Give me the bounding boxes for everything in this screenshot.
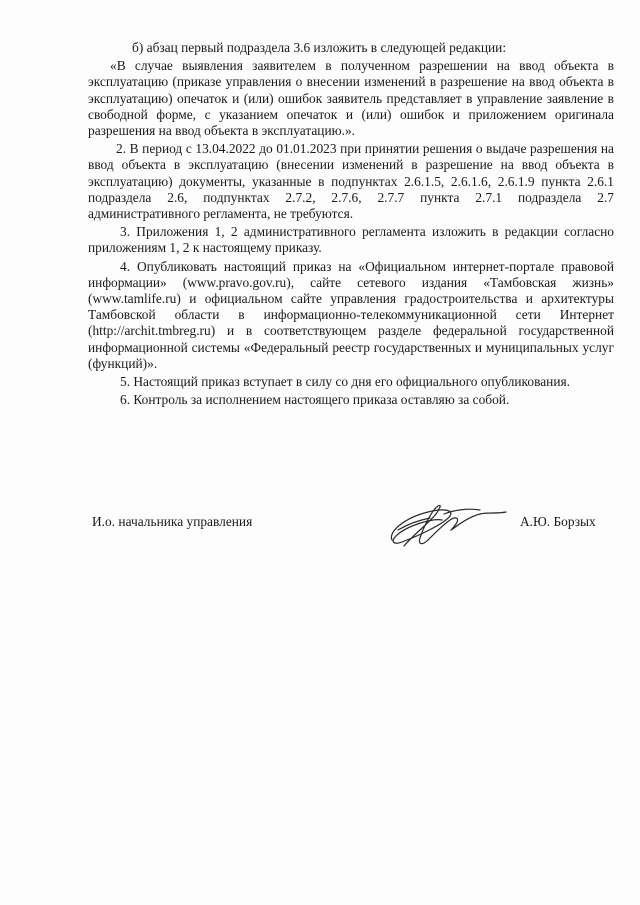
- paragraph-item-6: 6. Контроль за исполнением настоящего приказа оставляю за собой.: [120, 392, 510, 408]
- paragraph-item-3: 3. Приложения 1, 2 административного регламента изложить в редакции согласно приложениям 1, 2 к настоящему приказу.: [88, 224, 614, 256]
- signatory-name: А.Ю. Борзых: [520, 514, 596, 529]
- handwritten-signature: [384, 496, 514, 556]
- paragraph-quoted-text: «В случае выявления заявителем в полученном разрешении на ввод объекта в эксплуатацию (приказе управления о внесении изменений в разрешение на ввод объекта в эксплуатацию) опечаток и (или) ошибок заявитель представляет в управление заявление в свободной форме, с указанием опечаток и (или) ошибок и приложением оригинала разрешения на ввод объекта в эксплуатацию.».: [88, 58, 614, 139]
- paragraph-item-5: 5. Настоящий приказ вступает в силу со дня его официального опубликования.: [120, 374, 570, 390]
- paragraph-subitem-b: б) абзац первый подраздела 3.6 изложить в следующей редакции:: [132, 40, 507, 55]
- paragraph-item-2: 2. В период с 13.04.2022 до 01.01.2023 при принятии решения о выдаче разрешения на ввод объекта в эксплуатацию (внесении изменений в разрешение на ввод объекта в эксплуатацию) документы, указанные в подпунктах 2.6.1.5, 2.6.1.6, 2.6.1.9 пункта 2.6.1 подраздела 2.6, подпунктах 2.7.2, 2.7.6, 2.7.7 пункта 2.7.1 подраздела 2.7 административного регламента, не требуются.: [88, 141, 614, 222]
- document-body: [88, 40, 614, 410]
- signature-block: [0, 510, 640, 550]
- paragraph-item-4: 4. Опубликовать настоящий приказ на «Официальном интернет-портале правовой информации» (www.pravo.gov.ru), сайте сетевого издания «Тамбовская жизнь» (www.tamlife.ru) и официальном сайте управления градостроительства и архитектуры Тамбовской области в информационно-телекоммуникационной сети Интернет (http://archit.tmbreg.ru) и в соответствующем разделе федеральной государственной информационной системы «Федеральный реестр государственных и муниципальных услуг (функций)».: [88, 258, 614, 371]
- signatory-title: И.о. начальника управления: [92, 514, 253, 529]
